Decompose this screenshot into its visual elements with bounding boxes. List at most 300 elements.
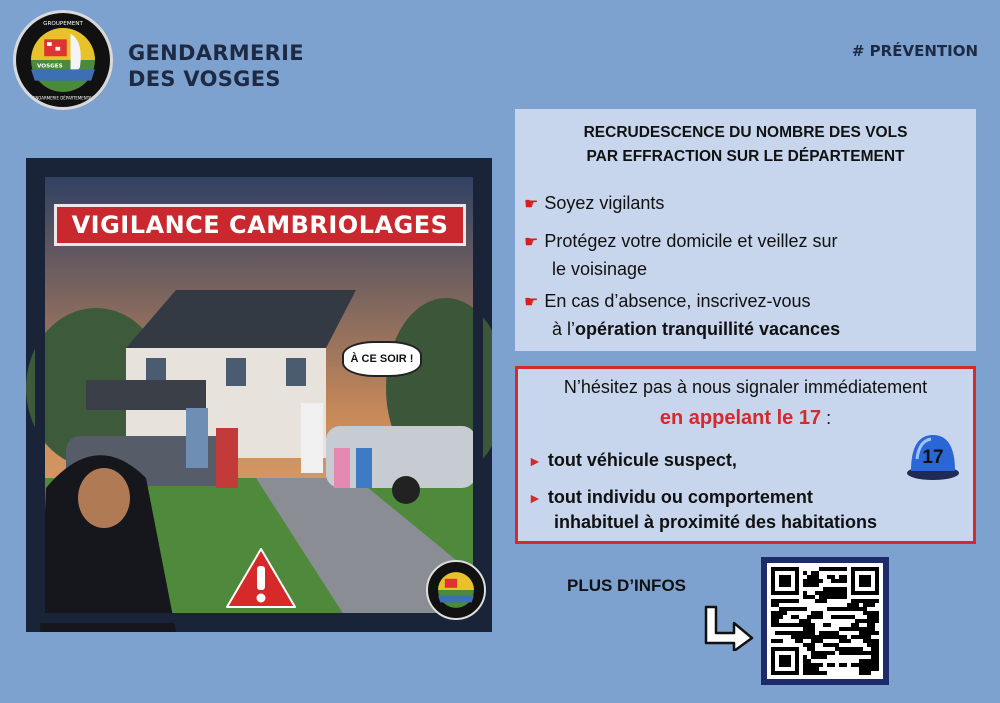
qr-module	[807, 583, 811, 587]
qr-module	[819, 611, 823, 615]
qr-module	[867, 619, 871, 623]
qr-module	[827, 631, 831, 635]
arrow-icon: ►	[528, 453, 542, 469]
qr-module	[775, 623, 779, 627]
tip-prefix: à l’	[552, 319, 576, 339]
siren-17-icon	[905, 429, 961, 481]
qr-module	[775, 611, 779, 615]
qr-module	[819, 599, 823, 603]
qr-module	[811, 571, 815, 575]
qr-module	[851, 607, 855, 611]
svg-text:17: 17	[922, 447, 944, 468]
qr-module	[819, 635, 823, 639]
qr-module	[831, 651, 835, 655]
signal-intro: N’hésitez pas à nous signaler immédiatement	[563, 377, 928, 397]
qr-module	[779, 639, 783, 643]
qr-module	[875, 647, 879, 651]
qr-module	[855, 623, 859, 627]
qr-module	[839, 635, 843, 639]
qr-module	[831, 595, 835, 599]
qr-module	[859, 663, 863, 667]
tip-vigilant	[524, 190, 664, 218]
qr-module	[859, 647, 863, 651]
qr-module	[855, 663, 859, 667]
qr-module	[787, 623, 791, 627]
qr-module	[819, 591, 823, 595]
pointing-hand-icon: ☛	[524, 196, 539, 213]
qr-module	[791, 635, 795, 639]
qr-module	[807, 671, 811, 675]
qr-module	[815, 575, 819, 579]
qr-module	[843, 647, 847, 651]
info-title-line-2: PAR EFFRACTION SUR LE DÉPARTEMENT	[586, 148, 905, 165]
qr-module	[847, 603, 851, 607]
qr-module	[803, 663, 807, 667]
qr-module	[775, 599, 779, 603]
qr-module	[855, 647, 859, 651]
qr-module	[779, 631, 783, 635]
qr-module	[775, 619, 779, 623]
qr-module	[843, 567, 847, 571]
qr-module	[851, 627, 855, 631]
qr-module	[803, 583, 807, 587]
qr-module	[779, 599, 783, 603]
qr-module	[871, 643, 875, 647]
qr-module	[779, 575, 791, 587]
qr-module	[859, 631, 863, 635]
qr-module	[807, 615, 811, 619]
qr-module	[835, 591, 839, 595]
qr-module	[823, 567, 827, 571]
qr-module	[811, 631, 815, 635]
qr-module	[819, 671, 823, 675]
qr-module	[867, 627, 871, 631]
qr-module	[815, 639, 819, 643]
qr-module	[807, 595, 811, 599]
qr-module	[851, 603, 855, 607]
more-info-label: PLUS D’INFOS	[567, 576, 687, 595]
gendarmerie-logo	[13, 10, 113, 110]
qr-module	[811, 595, 815, 599]
qr-module	[819, 595, 823, 599]
qr-module	[875, 659, 879, 663]
qr-code-icon[interactable]	[767, 563, 883, 679]
qr-module	[851, 647, 855, 651]
qr-module	[851, 623, 855, 627]
qr-module	[799, 623, 803, 627]
qr-module	[823, 587, 827, 591]
qr-module	[795, 607, 799, 611]
qr-module	[843, 635, 847, 639]
qr-module	[863, 635, 867, 639]
qr-module	[863, 607, 867, 611]
tip-absence	[524, 288, 840, 342]
qr-module	[831, 615, 835, 619]
qr-module	[803, 659, 807, 663]
warning-triangle-icon	[224, 546, 298, 610]
qr-module	[819, 615, 823, 619]
qr-module	[811, 627, 815, 631]
qr-module	[839, 587, 843, 591]
qr-module	[835, 643, 839, 647]
qr-module	[771, 615, 775, 619]
qr-module	[847, 627, 851, 631]
qr-module	[839, 567, 843, 571]
qr-module	[867, 603, 871, 607]
qr-module	[771, 623, 775, 627]
qr-module	[831, 631, 835, 635]
qr-module	[851, 599, 855, 603]
qr-module	[791, 607, 795, 611]
qr-module	[871, 647, 875, 651]
qr-module	[875, 599, 879, 603]
qr-module	[839, 575, 843, 579]
qr-module	[791, 623, 795, 627]
qr-module	[835, 595, 839, 599]
brand-title	[128, 40, 304, 92]
qr-module	[835, 631, 839, 635]
signal-item-text: tout véhicule suspect,	[547, 450, 737, 470]
qr-module	[867, 615, 871, 619]
qr-module	[871, 655, 875, 659]
qr-module	[859, 659, 863, 663]
qr-module	[831, 635, 835, 639]
qr-module	[863, 651, 867, 655]
svg-text:GROUPEMENT: GROUPEMENT	[43, 21, 83, 28]
qr-module	[823, 595, 827, 599]
qr-module	[815, 651, 819, 655]
qr-module	[831, 579, 835, 583]
qr-module	[875, 611, 879, 615]
qr-module	[855, 599, 859, 603]
qr-module	[803, 631, 807, 635]
qr-module	[871, 615, 875, 619]
qr-module	[875, 655, 879, 659]
qr-module	[843, 615, 847, 619]
qr-module	[871, 631, 875, 635]
qr-code-svg	[767, 563, 883, 679]
qr-module	[795, 615, 799, 619]
qr-module	[855, 627, 859, 631]
qr-module	[795, 631, 799, 635]
qr-module	[795, 623, 799, 627]
qr-module	[863, 663, 867, 667]
qr-module	[803, 607, 807, 611]
qr-module	[771, 603, 775, 607]
qr-module	[871, 599, 875, 603]
qr-module	[839, 595, 843, 599]
qr-module	[803, 667, 807, 671]
qr-module	[863, 603, 867, 607]
qr-module	[823, 643, 827, 647]
qr-module	[775, 603, 779, 607]
qr-module	[815, 615, 819, 619]
qr-module	[815, 571, 819, 575]
qr-module	[827, 623, 831, 627]
qr-module	[783, 611, 787, 615]
qr-module	[839, 647, 843, 651]
signal-item-text-cont: inhabituel à proximité des habitations	[554, 512, 878, 532]
info-title	[515, 121, 976, 169]
call-17-text: en appelant le 17	[659, 407, 822, 429]
qr-module	[859, 627, 863, 631]
qr-module	[871, 659, 875, 663]
tip-text: Soyez vigilants	[544, 193, 665, 213]
qr-module	[875, 619, 879, 623]
qr-module	[867, 631, 871, 635]
qr-module	[871, 603, 875, 607]
qr-module	[839, 627, 843, 631]
qr-module	[835, 647, 839, 651]
poster-illustration	[26, 158, 492, 632]
qr-module	[831, 591, 835, 595]
qr-module	[843, 587, 847, 591]
qr-module	[831, 607, 835, 611]
qr-module	[867, 635, 871, 639]
arrow-icon: ►	[528, 490, 542, 506]
qr-module	[807, 631, 811, 635]
brand-line-2: DES VOSGES	[128, 67, 281, 91]
qr-module	[815, 591, 819, 595]
qr-module	[803, 619, 807, 623]
qr-module	[811, 635, 815, 639]
qr-code-frame[interactable]	[761, 557, 889, 685]
qr-module	[867, 667, 871, 671]
signal-item-person	[528, 485, 877, 534]
qr-module	[783, 623, 787, 627]
qr-module	[835, 567, 839, 571]
signal-call	[518, 407, 973, 430]
qr-module	[871, 627, 875, 631]
qr-module	[859, 619, 863, 623]
svg-text:GENDARMERIE DÉPARTEMENTALE: GENDARMERIE DÉPARTEMENTALE	[29, 95, 97, 101]
qr-module	[867, 663, 871, 667]
qr-module	[827, 607, 831, 611]
qr-module	[827, 595, 831, 599]
qr-module	[811, 671, 815, 675]
qr-module	[807, 647, 811, 651]
qr-module	[819, 567, 823, 571]
qr-module	[815, 583, 819, 587]
qr-module	[843, 627, 847, 631]
qr-module	[783, 607, 787, 611]
qr-module	[847, 615, 851, 619]
qr-module	[875, 643, 879, 647]
qr-module	[775, 631, 779, 635]
qr-module	[819, 663, 823, 667]
signal-item-text: tout individu ou comportement	[547, 487, 813, 507]
qr-module	[843, 579, 847, 583]
qr-module	[871, 623, 875, 627]
qr-module	[807, 575, 811, 579]
qr-module	[815, 579, 819, 583]
qr-module	[835, 587, 839, 591]
qr-module	[831, 663, 835, 667]
qr-module	[807, 635, 811, 639]
tip-text: En cas d’absence, inscrivez-vous	[544, 291, 811, 311]
qr-module	[815, 671, 819, 675]
qr-module	[827, 587, 831, 591]
qr-module	[855, 651, 859, 655]
qr-module	[823, 671, 827, 675]
qr-module	[859, 667, 863, 671]
qr-module	[807, 619, 811, 623]
qr-module	[867, 671, 871, 675]
qr-module	[811, 639, 815, 643]
qr-module	[771, 611, 775, 615]
signal-panel	[515, 366, 976, 544]
qr-module	[815, 667, 819, 671]
qr-module	[803, 671, 807, 675]
qr-module	[871, 667, 875, 671]
qr-module	[847, 647, 851, 651]
qr-module	[867, 611, 871, 615]
qr-module	[807, 663, 811, 667]
qr-module	[779, 611, 783, 615]
poster-logo-icon	[426, 560, 486, 620]
qr-module	[779, 615, 783, 619]
qr-module	[867, 659, 871, 663]
qr-module	[863, 627, 867, 631]
tip-text-cont	[524, 316, 840, 342]
qr-module	[839, 579, 843, 583]
qr-module	[811, 651, 815, 655]
qr-module	[843, 651, 847, 655]
qr-module	[791, 631, 795, 635]
qr-module	[863, 659, 867, 663]
info-panel	[515, 109, 976, 351]
qr-module	[859, 651, 863, 655]
qr-module	[855, 603, 859, 607]
qr-module	[867, 651, 871, 655]
qr-module	[771, 599, 775, 603]
qr-module	[871, 651, 875, 655]
qr-module	[811, 611, 815, 615]
qr-module	[819, 655, 823, 659]
qr-module	[771, 639, 775, 643]
qr-module	[859, 599, 863, 603]
qr-module	[823, 623, 827, 627]
qr-module	[803, 627, 807, 631]
call-suffix: :	[821, 408, 832, 428]
qr-module	[867, 623, 871, 627]
qr-module	[839, 651, 843, 655]
qr-module	[815, 635, 819, 639]
qr-module	[807, 627, 811, 631]
qr-module	[819, 639, 823, 643]
poster-banner: VIGILANCE CAMBRIOLAGES	[54, 204, 466, 246]
qr-module	[847, 607, 851, 611]
qr-module	[803, 591, 807, 595]
qr-module	[863, 599, 867, 603]
qr-module	[811, 615, 815, 619]
qr-module	[811, 655, 815, 659]
qr-module	[863, 639, 867, 643]
qr-module	[795, 599, 799, 603]
qr-module	[799, 619, 803, 623]
qr-module	[875, 639, 879, 643]
tip-text: Protégez votre domicile et veillez sur	[544, 231, 838, 251]
qr-module	[855, 607, 859, 611]
qr-module	[791, 615, 795, 619]
qr-module	[839, 639, 843, 643]
qr-module	[807, 579, 811, 583]
qr-module	[863, 611, 867, 615]
qr-module	[843, 595, 847, 599]
qr-module	[799, 635, 803, 639]
qr-module	[803, 595, 807, 599]
qr-module	[815, 611, 819, 615]
qr-module	[815, 663, 819, 667]
qr-module	[851, 663, 855, 667]
turn-right-arrow-icon	[702, 605, 754, 651]
qr-module	[811, 579, 815, 583]
qr-module	[851, 635, 855, 639]
qr-module	[811, 667, 815, 671]
qr-module	[815, 655, 819, 659]
qr-module	[823, 635, 827, 639]
qr-module	[803, 623, 807, 627]
qr-module	[867, 643, 871, 647]
qr-module	[835, 635, 839, 639]
tip-protect-home	[524, 228, 837, 282]
pointing-hand-icon: ☛	[524, 234, 539, 251]
qr-module	[871, 619, 875, 623]
qr-module	[775, 615, 779, 619]
qr-module	[851, 615, 855, 619]
qr-module	[875, 615, 879, 619]
qr-module	[827, 575, 831, 579]
qr-module	[799, 639, 803, 643]
qr-module	[811, 643, 815, 647]
qr-module	[831, 567, 835, 571]
qr-module	[835, 615, 839, 619]
qr-module	[803, 655, 807, 659]
qr-module	[783, 599, 787, 603]
qr-module	[795, 635, 799, 639]
qr-module	[835, 579, 839, 583]
qr-module	[803, 643, 807, 647]
qr-module	[859, 607, 863, 611]
svg-text:VOSGES: VOSGES	[37, 63, 63, 70]
qr-module	[843, 591, 847, 595]
qr-module	[831, 575, 835, 579]
qr-module	[823, 651, 827, 655]
qr-module	[803, 579, 807, 583]
qr-module	[859, 635, 863, 639]
qr-module	[811, 663, 815, 667]
qr-module	[811, 575, 815, 579]
qr-module	[815, 599, 819, 603]
qr-module	[787, 607, 791, 611]
qr-module	[839, 591, 843, 595]
qr-module	[823, 599, 827, 603]
qr-module	[779, 623, 783, 627]
qr-module	[855, 619, 859, 623]
qr-module	[871, 639, 875, 643]
qr-module	[875, 667, 879, 671]
info-title-line-1: RECRUDESCENCE DU NOMBRE DES VOLS	[583, 124, 908, 141]
qr-module	[771, 619, 775, 623]
qr-module	[803, 571, 807, 575]
qr-module	[775, 639, 779, 643]
qr-module	[807, 667, 811, 671]
qr-module	[811, 623, 815, 627]
qr-module	[783, 631, 787, 635]
pointing-hand-icon: ☛	[524, 294, 539, 311]
qr-module	[847, 651, 851, 655]
qr-module	[795, 639, 799, 643]
